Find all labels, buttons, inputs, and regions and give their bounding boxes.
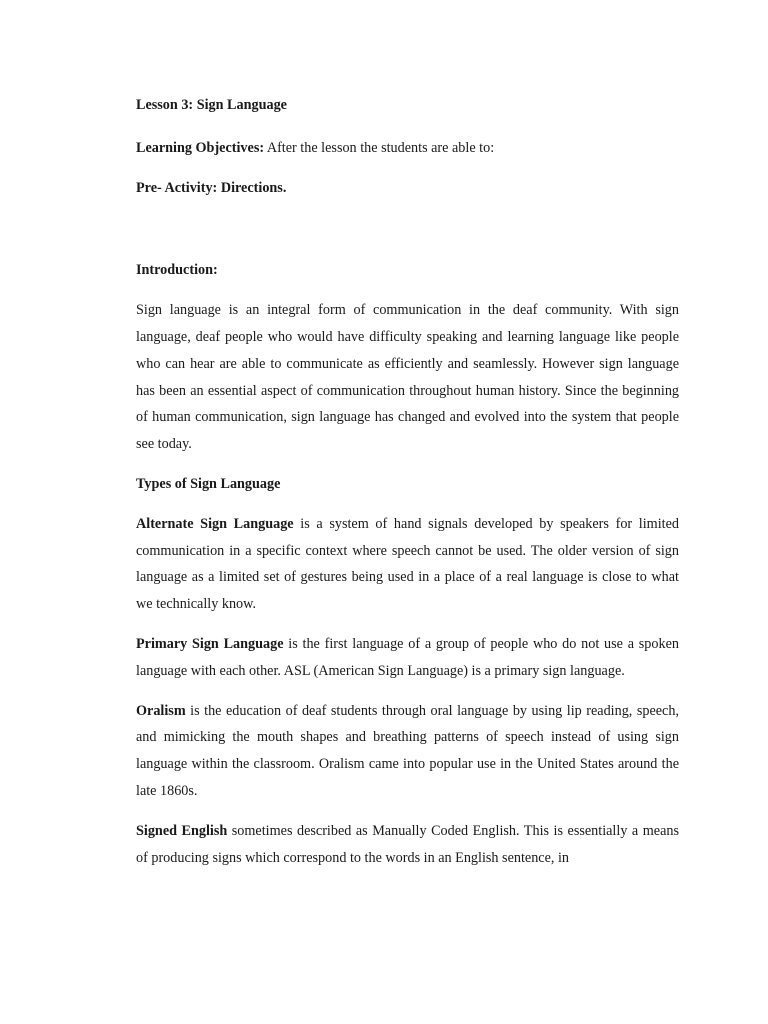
learning-objectives-text: After the lesson the students are able to: bbox=[264, 139, 495, 156]
primary-sign-language-text: is the first language of a group of people who do not use a spoken language with each other. ASL (American Sign Language) is a primary sign language. bbox=[136, 635, 679, 679]
types-heading: Types of Sign Language bbox=[136, 475, 281, 492]
primary-sign-language-term: Primary Sign Language bbox=[136, 635, 284, 652]
alternate-sign-language-text: is a system of hand signals developed by speakers for limited communication in a specific context where speech cannot be used. The older version of sign language as a limited set of gestures being used in a place of a real language is close to what we technically know. bbox=[136, 515, 679, 613]
document-content bbox=[136, 92, 679, 871]
alternate-sign-language-paragraph bbox=[136, 511, 679, 618]
signed-english-text: sometimes described as Manually Coded English. This is essentially a means of producing signs which correspond to the words in an English sentence, in bbox=[136, 822, 679, 866]
pre-activity-heading: Pre- Activity: Directions. bbox=[136, 179, 287, 196]
learning-objectives bbox=[136, 135, 679, 162]
lesson-title: Lesson 3: Sign Language bbox=[136, 97, 287, 113]
oralism-term: Oralism bbox=[136, 702, 186, 719]
oralism-paragraph bbox=[136, 698, 679, 805]
alternate-sign-language-term: Alternate Sign Language bbox=[136, 515, 294, 532]
learning-objectives-label: Learning Objectives: bbox=[136, 139, 265, 156]
primary-sign-language-paragraph bbox=[136, 631, 679, 685]
signed-english-term: Signed English bbox=[136, 822, 228, 839]
signed-english-paragraph bbox=[136, 818, 679, 872]
introduction-heading: Introduction: bbox=[136, 262, 218, 279]
oralism-text: is the education of deaf students through oral language by using lip reading, speech, and mimicking the mouth shapes and breathing patterns of speech instead of using sign language within the classroom. Oralism came into popular use in the United States around the late 1860s. bbox=[136, 702, 679, 799]
introduction-paragraph: Sign language is an integral form of communication in the deaf community. With sign language, deaf people who would have difficulty speaking and learning language like people who can hear are able to communicate as efficiently and seamlessly. However sign language has been an essential aspect of communication throughout human history. Since the beginning of human communication, sign language has changed and evolved into the system that people see today. bbox=[136, 302, 679, 453]
